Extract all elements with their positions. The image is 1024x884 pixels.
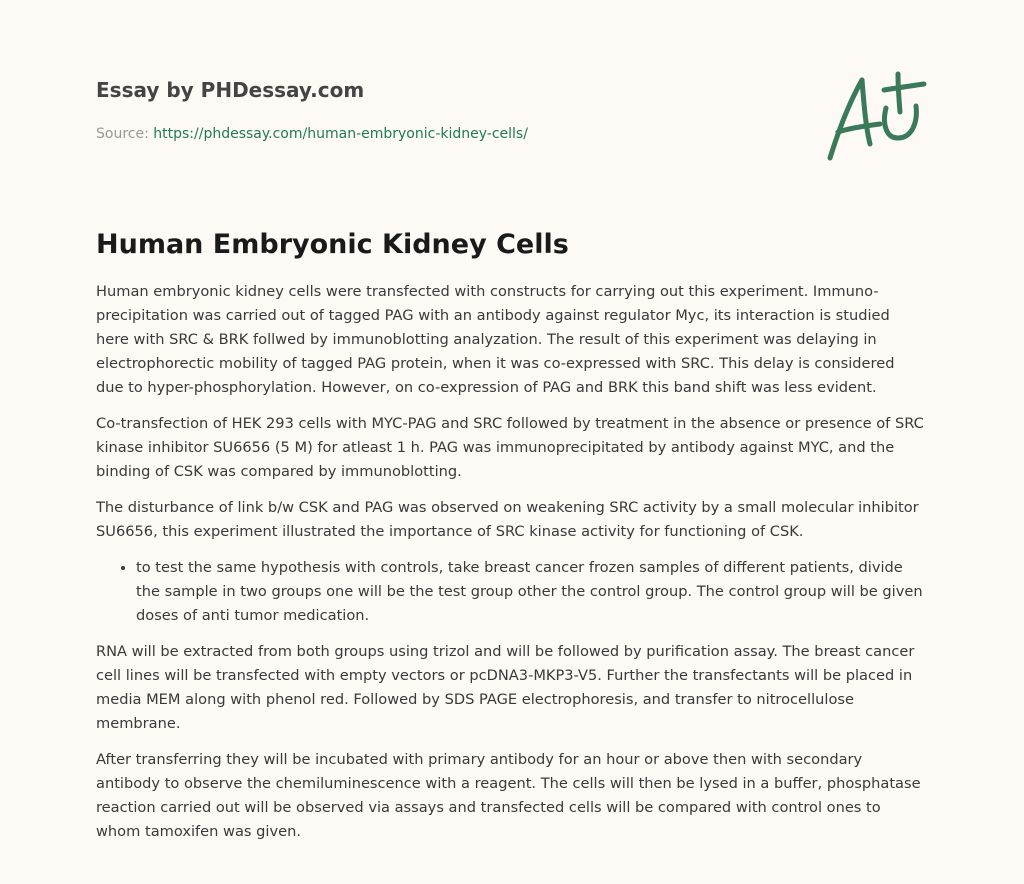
paragraph: RNA will be extracted from both groups using trizol and will be followed by purification assay. The breast cancer cell lines will be transfected with empty vectors or pcDNA3-MKP3-V5. Further the transfectants will be placed in media MEM along with phenol red. Followed by SDS PAGE electrophoresis, and transfer to nitrocellulose membrane. [96,643,915,732]
source-line [96,124,796,144]
source-label: Source: [96,126,149,142]
site-title: Essay by PHDessay.com [96,78,365,102]
page-title: Human Embryonic Kidney Cells [96,229,569,260]
a-plus-logo-icon [820,66,930,166]
paragraph: After transferring they will be incubated with primary antibody for an hour or above then with secondary antibody to observe the chemiluminescence with a reagent. The cells will then be lysed in a buffer, phosphatase reaction carried out will be observed via assays and transfected cells will be compared with control ones to whom tamoxifen was given. [96,751,921,840]
bullet-list [96,556,926,628]
article [96,226,926,856]
list-item: • to test the same hypothesis with controls, take breast cancer frozen samples of different patients, divide the sample in two groups one will be the test group other the control group. The control group will be given doses of anti tumor medication. [136,556,926,628]
paragraph: Co-transfection of HEK 293 cells with MYC-PAG and SRC followed by treatment in the absence or presence of SRC kinase inhibitor SU6656 (5 M) for atleast 1 h. PAG was immunoprecipitated by antibody against MYC, and the binding of CSK was compared by immunoblotting. [96,415,924,480]
source-link[interactable]: https://phdessay.com/human-embryonic-kidney-cells/ [153,126,528,142]
paragraph: The disturbance of link b/w CSK and PAG was observed on weakening SRC activity by a small molecular inhibitor SU6656, this experiment illustrated the importance of SRC kinase activity for functioning of CSK. [96,499,919,540]
paragraph: Human embryonic kidney cells were transfected with constructs for carrying out this experiment. Immuno-precipitation was carried out of tagged PAG with an antibody against regulator Myc, its interaction is studied here with SRC & BRK follwed by immunoblotting analyzation. The result of this experiment was delaying in electrophorectic mobility of tagged PAG protein, when it was co-expressed with SRC. This delay is considered due to hyper-phosphorylation. However, on co-expression of PAG and BRK this band shift was less evident. [96,283,895,396]
a-plus-logo [820,66,930,166]
page-header [96,76,796,144]
